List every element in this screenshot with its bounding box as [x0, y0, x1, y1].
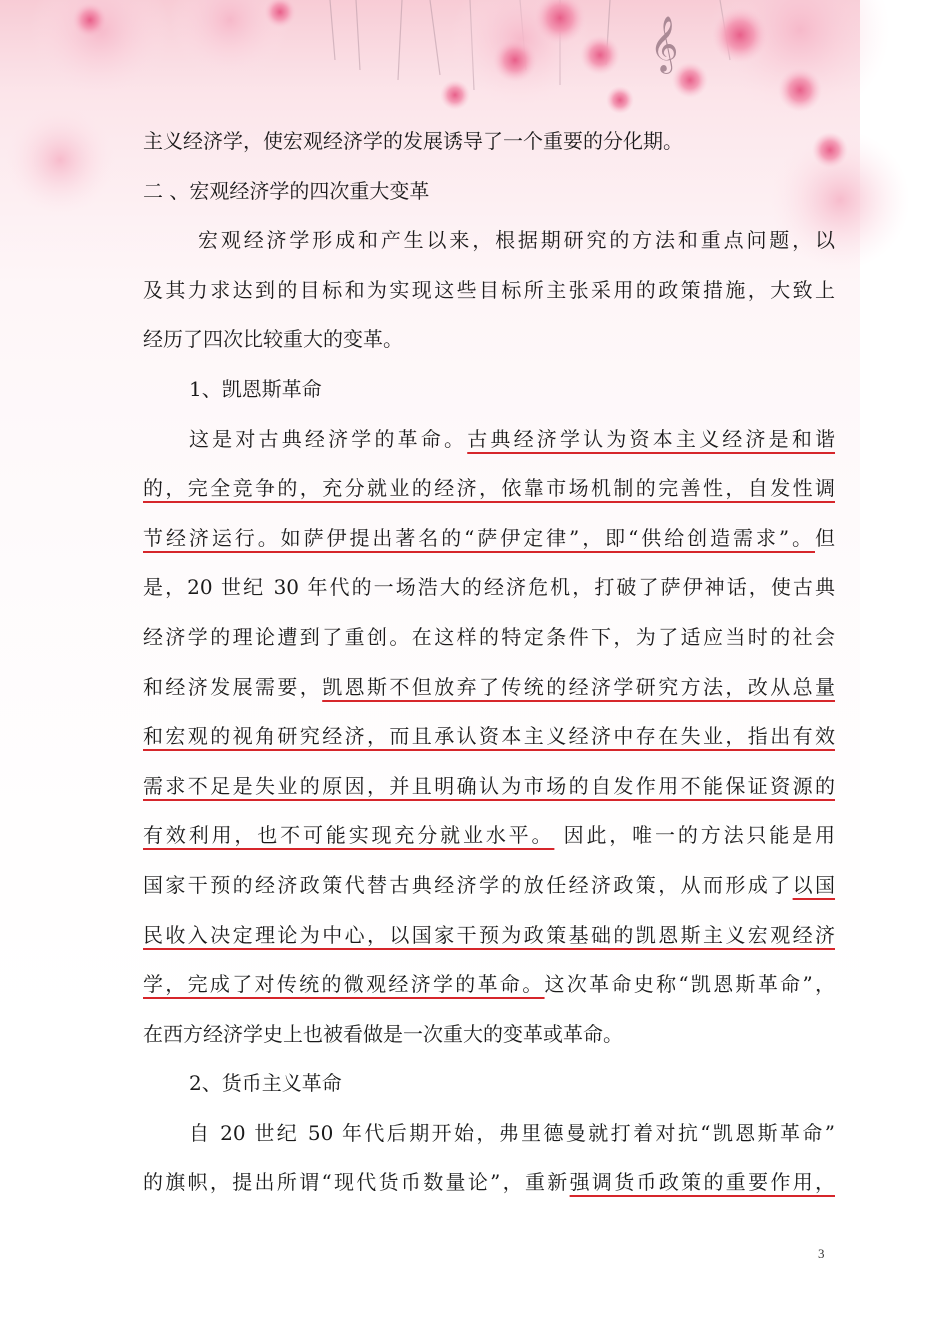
text-segment: 在西方经济学史上也被看做是一次重大的变革或革命。	[143, 1021, 623, 1046]
text-line	[143, 1109, 835, 1159]
text-line	[143, 266, 835, 316]
underlined-text: 强调货币政策的重要作用，	[569, 1170, 835, 1195]
underlined-text: 和宏观的视角研究经济，而且承认资本主义经济中存在失业，指出有效	[143, 724, 835, 749]
text-segment: 主义经济学，使宏观经济学的发展诱导了一个重要的分化期。	[143, 129, 683, 153]
text-line	[143, 1059, 835, 1109]
text-line	[143, 911, 835, 961]
text-line	[143, 415, 835, 465]
text-line	[143, 1158, 835, 1208]
underlined-text: 古典经济学认为资本主义经济是和谐	[467, 426, 836, 451]
underlined-text: 学，完成了对传统的微观经济学的革命。	[143, 972, 545, 997]
text-segment: 是，20 世纪 30 年代的一场浩大的经济危机，打破了萨伊神话，使古典	[143, 575, 835, 600]
text-line	[143, 365, 835, 415]
text-line	[143, 960, 835, 1010]
text-line	[143, 563, 835, 613]
text-segment: 这是对古典经济学的革命。	[189, 426, 468, 451]
text-segment: 但	[815, 525, 835, 550]
text-line	[143, 861, 835, 911]
text-segment: 的旗帜，提出所谓“现代货币数量论”，重新	[143, 1170, 570, 1195]
underlined-text: 以国	[792, 872, 836, 897]
text-segment: 这次革命史称“凯恩斯革命”，	[544, 972, 835, 997]
text-segment: 经济学的理论遭到了重创。在这样的特定条件下，为了适应当时的社会	[143, 624, 835, 649]
text-segment: 2、货币主义革命	[189, 1071, 342, 1096]
text-segment: 1、凯恩斯革命	[189, 376, 322, 401]
text-line	[143, 315, 835, 365]
text-line	[143, 811, 835, 861]
text-line	[143, 117, 835, 167]
page-number: 3	[818, 1246, 825, 1261]
text-segment: 自 20 世纪 50 年代后期开始，弗里德曼就打着对抗“凯恩斯革命”	[189, 1120, 835, 1145]
underlined-text: 凯恩斯不但放弃了传统的经济学研究方法，改从总量	[322, 674, 836, 699]
text-line	[143, 762, 835, 812]
underlined-text: 有效利用，也不可能实现充分就业水平。	[143, 823, 555, 848]
underlined-text: 节经济运行。如萨伊提出著名的“萨伊定律”，即“供给创造需求”。	[143, 525, 815, 550]
text-segment: 宏观经济学形成和产生以来，根据期研究的方法和重点问题，以	[198, 228, 835, 253]
text-line	[143, 712, 835, 762]
text-segment: 经历了四次比较重大的变革。	[143, 327, 403, 352]
text-segment: 二 、宏观经济学的四次重大变革	[143, 178, 430, 203]
text-segment: 因此，唯一的方法只能是用	[554, 823, 836, 848]
text-line	[143, 663, 835, 713]
underlined-text: 民收入决定理论为中心，以国家干预为政策基础的凯恩斯主义宏观经济	[143, 922, 835, 947]
svg-text:𝄞: 𝄞	[650, 16, 679, 72]
text-segment: 及其力求达到的目标和为实现这些目标所主张采用的政策措施，大致上	[143, 277, 835, 302]
underlined-text: 需求不足是失业的原因，并且明确认为市场的自发作用不能保证资源的	[143, 773, 835, 798]
underlined-text: 的，完全竞争的，充分就业的经济，依靠市场机制的完善性，自发性调	[143, 476, 835, 501]
text-segment: 和经济发展需要，	[143, 674, 323, 699]
text-line	[143, 613, 835, 663]
body-text	[143, 117, 835, 1208]
text-segment: 国家干预的经济政策代替古典经济学的放任经济政策，从而形成了	[143, 872, 793, 897]
text-line	[143, 514, 835, 564]
text-line	[143, 216, 835, 266]
text-line	[143, 1010, 835, 1060]
text-line	[143, 167, 835, 217]
text-line	[143, 464, 835, 514]
